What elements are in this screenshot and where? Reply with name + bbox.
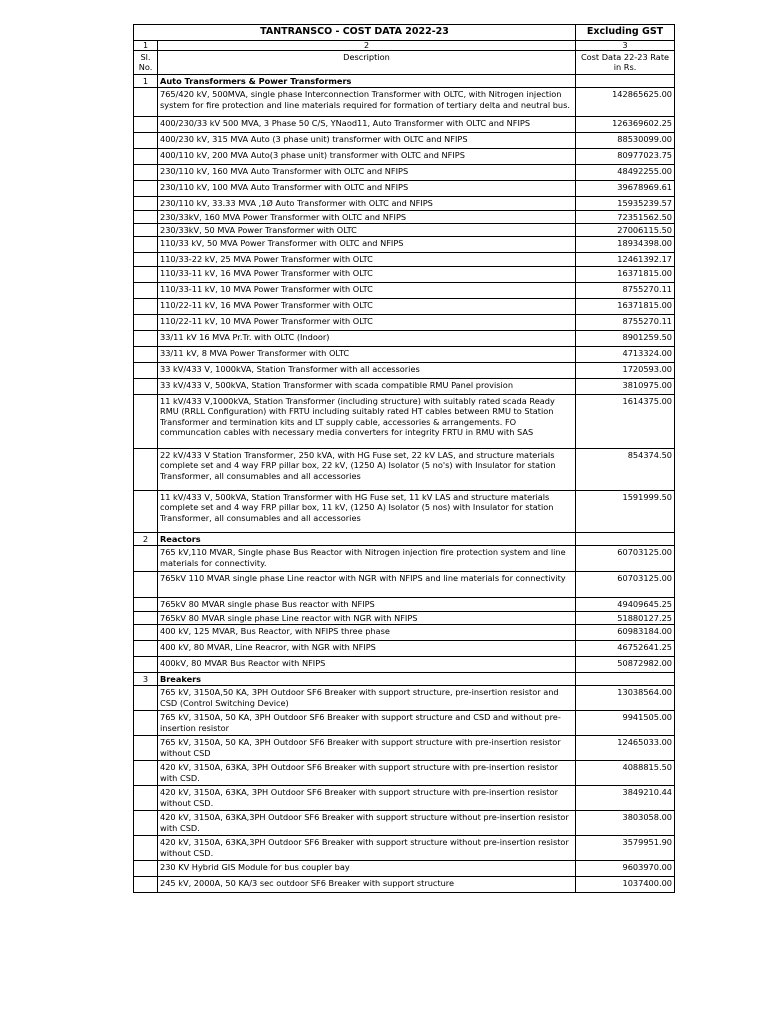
table-row: [134, 546, 675, 572]
description-cell: 110/33-11 kV, 10 MVA Power Transformer with OLTC: [158, 282, 576, 298]
sl-cell: [134, 149, 158, 165]
description-cell: 110/22-11 kV, 16 MVA Power Transformer with OLTC: [158, 298, 576, 314]
rate-cell: 88530099.00: [576, 133, 675, 149]
table-row: [134, 210, 675, 223]
sl-cell: [134, 657, 158, 673]
description-cell: 400/230/33 kV 500 MVA, 3 Phase 50 C/S, YNaod11, Auto Transformer with OLTC and NFIPS: [158, 117, 576, 133]
table-row: [134, 861, 675, 877]
rate-cell: 16371815.00: [576, 298, 675, 314]
sl-cell: [134, 686, 158, 711]
cost-data-table-body: [134, 25, 675, 893]
rate-cell: 3579951.90: [576, 836, 675, 861]
table-row: [134, 181, 675, 197]
sl-cell: [134, 330, 158, 346]
col-number-3: 3: [576, 41, 675, 51]
description-cell: 400 kV, 125 MVAR, Bus Reactor, with NFIPS three phase: [158, 625, 576, 641]
rate-cell: 72351562.50: [576, 210, 675, 223]
rate-cell: 9603970.00: [576, 861, 675, 877]
table-row: [134, 761, 675, 786]
table-row: [134, 625, 675, 641]
description-cell: 33 kV/433 V, 500kVA, Station Transformer with scada compatible RMU Panel provision: [158, 378, 576, 394]
table-row: [134, 394, 675, 448]
description-cell: 33 kV/433 V, 1000kVA, Station Transformer with all accessories: [158, 362, 576, 378]
rate-cell: 27006115.50: [576, 224, 675, 237]
sl-cell: [134, 266, 158, 282]
description-cell: 230/33kV, 160 MVA Power Transformer with OLTC and NFIPS: [158, 210, 576, 223]
sl-cell: [134, 314, 158, 330]
description-cell: 110/33-11 kV, 16 MVA Power Transformer with OLTC: [158, 266, 576, 282]
rate-cell: 8901259.50: [576, 330, 675, 346]
table-row: [134, 346, 675, 362]
section-title: Auto Transformers & Power Transformers: [158, 74, 576, 87]
table-row: [134, 786, 675, 811]
column-number-row: [134, 41, 675, 51]
sl-cell: [134, 811, 158, 836]
sl-cell: [134, 362, 158, 378]
description-cell: 765 kV, 3150A, 50 KA, 3PH Outdoor SF6 Breaker with support structure with pre-insertion resistor without CSD: [158, 736, 576, 761]
table-row: [134, 117, 675, 133]
sl-cell: [134, 490, 158, 532]
description-cell: 400/110 kV, 200 MVA Auto(3 phase unit) transformer with OLTC and NFIPS: [158, 149, 576, 165]
rate-cell: 8755270.11: [576, 314, 675, 330]
rate-cell: 4088815.50: [576, 761, 675, 786]
rate-cell: 60983184.00: [576, 625, 675, 641]
sheet-title: TANTRANSCO - COST DATA 2022-23: [134, 25, 576, 41]
sl-cell: [134, 736, 158, 761]
sl-cell: [134, 611, 158, 624]
description-cell: 420 kV, 3150A, 63KA, 3PH Outdoor SF6 Breaker with support structure with pre-insertion resistor without CSD.: [158, 786, 576, 811]
rate-cell: 51880127.25: [576, 611, 675, 624]
section-title: Breakers: [158, 673, 576, 686]
rate-cell: 1591999.50: [576, 490, 675, 532]
description-cell: 33/11 kV, 8 MVA Power Transformer with OLTC: [158, 346, 576, 362]
description-cell: 400/230 kV, 315 MVA Auto (3 phase unit) transformer with OLTC and NFIPS: [158, 133, 576, 149]
rate-cell: 50872982.00: [576, 657, 675, 673]
section-number: 3: [134, 673, 158, 686]
rate-cell: 80977023.75: [576, 149, 675, 165]
description-cell: 765 kV, 3150A, 50 KA, 3PH Outdoor SF6 Breaker with support structure and CSD and without pre-insertion resistor: [158, 711, 576, 736]
table-row: [134, 282, 675, 298]
table-row: [134, 88, 675, 117]
rate-cell: 8755270.11: [576, 282, 675, 298]
description-cell: 22 kV/433 V Station Transformer, 250 kVA, with HG Fuse set, 22 kV LAS, and structure materials complete set and 4 way FRP pillar box, 22 kV, (1250 A) Isolator (5 no's) with Insulator for station Transformer, all consumables and all accessories: [158, 448, 576, 490]
sl-cell: [134, 133, 158, 149]
table-row: [134, 736, 675, 761]
sl-cell: [134, 598, 158, 611]
sl-cell: [134, 197, 158, 210]
table-row: [134, 711, 675, 736]
rate-cell: 142865625.00: [576, 88, 675, 117]
description-cell: 420 kV, 3150A, 63KA, 3PH Outdoor SF6 Breaker with support structure with pre-insertion resistor with CSD.: [158, 761, 576, 786]
description-cell: 245 kV, 2000A, 50 KA/3 sec outdoor SF6 Breaker with support structure: [158, 877, 576, 893]
sl-cell: [134, 224, 158, 237]
sl-cell: [134, 346, 158, 362]
table-row: [134, 611, 675, 624]
table-row: [134, 657, 675, 673]
rate-cell: 16371815.00: [576, 266, 675, 282]
rate-cell: 49409645.25: [576, 598, 675, 611]
col-header-rate: Cost Data 22-23 Rate in Rs.: [576, 51, 675, 75]
section-row: [134, 673, 675, 686]
table-row: [134, 811, 675, 836]
description-cell: 400kV, 80 MVAR Bus Reactor with NFIPS: [158, 657, 576, 673]
sl-cell: [134, 88, 158, 117]
sl-cell: [134, 378, 158, 394]
description-cell: 110/22-11 kV, 10 MVA Power Transformer with OLTC: [158, 314, 576, 330]
table-row: [134, 686, 675, 711]
table-row: [134, 362, 675, 378]
description-cell: 420 kV, 3150A, 63KA,3PH Outdoor SF6 Breaker with support structure without pre-insertion resistor with CSD.: [158, 811, 576, 836]
table-row: [134, 378, 675, 394]
rate-cell: 9941505.00: [576, 711, 675, 736]
rate-cell: 3810975.00: [576, 378, 675, 394]
cost-data-table: [133, 24, 675, 893]
col-number-1: 1: [134, 41, 158, 51]
rate-cell: 18934398.00: [576, 237, 675, 253]
rate-cell: 4713324.00: [576, 346, 675, 362]
description-cell: 230/33kV, 50 MVA Power Transformer with OLTC: [158, 224, 576, 237]
table-row: [134, 224, 675, 237]
rate-cell: 1037400.00: [576, 877, 675, 893]
table-row: [134, 598, 675, 611]
section-number: 1: [134, 74, 158, 87]
section-row: [134, 74, 675, 87]
table-row: [134, 572, 675, 598]
description-cell: 765kV 110 MVAR single phase Line reactor with NGR with NFIPS and line materials for connectivity: [158, 572, 576, 598]
sl-cell: [134, 282, 158, 298]
description-cell: 765kV 80 MVAR single phase Line reactor with NGR with NFIPS: [158, 611, 576, 624]
description-cell: 230/110 kV, 33.33 MVA ,1Ø Auto Transformer with OLTC and NFIPS: [158, 197, 576, 210]
rate-cell: 1720593.00: [576, 362, 675, 378]
section-title: Reactors: [158, 532, 576, 545]
title-row: [134, 25, 675, 41]
rate-cell: 3803058.00: [576, 811, 675, 836]
sl-cell: [134, 836, 158, 861]
rate-cell: 1614375.00: [576, 394, 675, 448]
col-header-description: Description: [158, 51, 576, 75]
rate-cell: 46752641.25: [576, 641, 675, 657]
rate-cell: 48492255.00: [576, 165, 675, 181]
sl-cell: [134, 394, 158, 448]
table-row: [134, 448, 675, 490]
table-row: [134, 149, 675, 165]
sl-cell: [134, 181, 158, 197]
sl-cell: [134, 117, 158, 133]
description-cell: 11 kV/433 V,1000kVA, Station Transformer (including structure) with suitably rated scada Ready RMU (RRLL Configuration) with FRTU including suitably rated HT cables between RMU to Station Transformer and termination kits and LT supply cable, accessories & arrangements. FO communcation cables with necessary media converters for integrity FRTU in RMU with SAS: [158, 394, 576, 448]
table-row: [134, 298, 675, 314]
description-cell: 230 KV Hybrid GIS Module for bus coupler bay: [158, 861, 576, 877]
description-cell: 110/33-22 kV, 25 MVA Power Transformer with OLTC: [158, 253, 576, 266]
col-number-2: 2: [158, 41, 576, 51]
description-cell: 765 kV,110 MVAR, Single phase Bus Reactor with Nitrogen injection fire protection system and line materials for connectivity.: [158, 546, 576, 572]
rate-cell: 60703125.00: [576, 546, 675, 572]
description-cell: 230/110 kV, 160 MVA Auto Transformer with OLTC and NFIPS: [158, 165, 576, 181]
table-row: [134, 197, 675, 210]
table-row: [134, 641, 675, 657]
sl-cell: [134, 298, 158, 314]
sl-cell: [134, 546, 158, 572]
sl-cell: [134, 253, 158, 266]
section-rate-cell: [576, 673, 675, 686]
description-cell: 110/33 kV, 50 MVA Power Transformer with OLTC and NFIPS: [158, 237, 576, 253]
description-cell: 230/110 kV, 100 MVA Auto Transformer with OLTC and NFIPS: [158, 181, 576, 197]
description-cell: 765kV 80 MVAR single phase Bus reactor with NFIPS: [158, 598, 576, 611]
sl-cell: [134, 210, 158, 223]
gst-note: Excluding GST: [576, 25, 675, 41]
table-row: [134, 836, 675, 861]
description-cell: 11 kV/433 V, 500kVA, Station Transformer with HG Fuse set, 11 kV LAS and structure materials complete set and 4 way FRP pillar box, 11 kV, (1250 A) Isolator (5 nos) with Insulator for station Transformer, all consumables and all accessories: [158, 490, 576, 532]
rate-cell: 3849210.44: [576, 786, 675, 811]
table-row: [134, 237, 675, 253]
sl-cell: [134, 877, 158, 893]
description-cell: 400 kV, 80 MVAR, Line Reacror, with NGR with NFIPS: [158, 641, 576, 657]
sl-cell: [134, 861, 158, 877]
description-cell: 420 kV, 3150A, 63KA,3PH Outdoor SF6 Breaker with support structure without pre-insertion resistor without CSD.: [158, 836, 576, 861]
cost-data-sheet: [133, 24, 674, 893]
section-rate-cell: [576, 532, 675, 545]
table-row: [134, 877, 675, 893]
description-cell: 33/11 kV 16 MVA Pr.Tr. with OLTC (Indoor): [158, 330, 576, 346]
table-row: [134, 490, 675, 532]
sl-cell: [134, 711, 158, 736]
sl-cell: [134, 165, 158, 181]
section-row: [134, 532, 675, 545]
col-header-sl: Sl. No.: [134, 51, 158, 75]
section-number: 2: [134, 532, 158, 545]
table-row: [134, 266, 675, 282]
description-cell: 765/420 kV, 500MVA, single phase Interconnection Transformer with OLTC, with Nitrogen injection system for fire protection and line materials required for formation of tertiary delta and neutral bus.: [158, 88, 576, 117]
sl-cell: [134, 761, 158, 786]
sl-cell: [134, 448, 158, 490]
sl-cell: [134, 641, 158, 657]
rate-cell: 60703125.00: [576, 572, 675, 598]
table-row: [134, 330, 675, 346]
table-row: [134, 165, 675, 181]
rate-cell: 126369602.25: [576, 117, 675, 133]
rate-cell: 12461392.17: [576, 253, 675, 266]
sl-cell: [134, 572, 158, 598]
column-header-row: [134, 51, 675, 75]
rate-cell: 12465033.00: [576, 736, 675, 761]
sl-cell: [134, 625, 158, 641]
rate-cell: 15935239.57: [576, 197, 675, 210]
rate-cell: 39678969.61: [576, 181, 675, 197]
rate-cell: 13038564.00: [576, 686, 675, 711]
table-row: [134, 253, 675, 266]
rate-cell: 854374.50: [576, 448, 675, 490]
table-row: [134, 314, 675, 330]
description-cell: 765 kV, 3150A,50 KA, 3PH Outdoor SF6 Breaker with support structure, pre-insertion resistor and CSD (Control Switching Device): [158, 686, 576, 711]
section-rate-cell: [576, 74, 675, 87]
sl-cell: [134, 237, 158, 253]
table-row: [134, 133, 675, 149]
sl-cell: [134, 786, 158, 811]
